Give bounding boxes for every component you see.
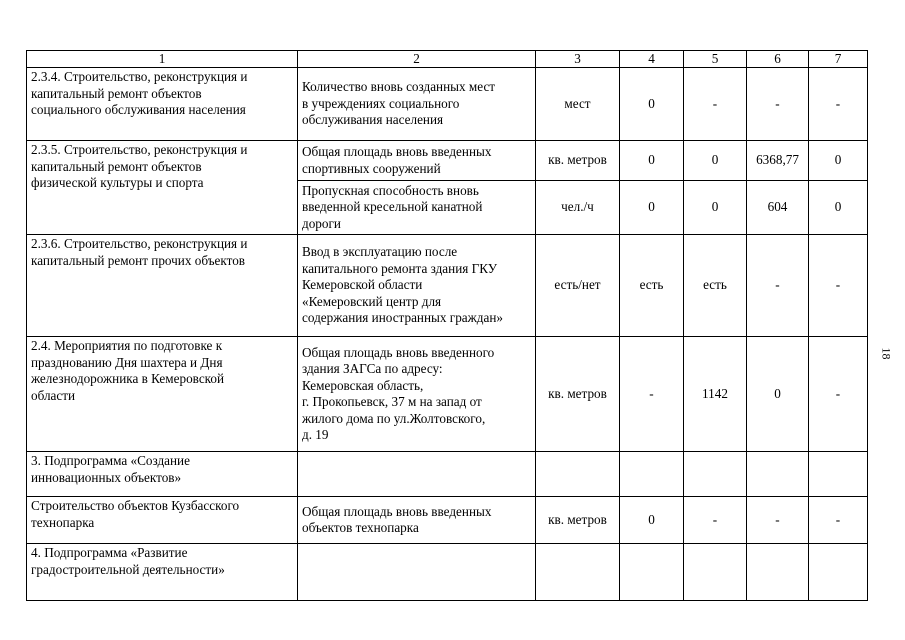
value-cell [747,544,809,601]
table-row [27,68,868,141]
unit-cell: есть/нет [536,235,620,337]
value-cell: - [747,497,809,544]
activity-cell: 4. Подпрограмма «Развитие градостроительной деятельности» [27,544,298,601]
table-row [27,452,868,497]
indicator-cell: Общая площадь вновь введенных объектов технопарка [298,497,536,544]
value-cell: 0 [620,181,684,235]
table-row [27,544,868,601]
activity-cell: 3. Подпрограмма «Создание инновационных объектов» [27,452,298,497]
value-cell: - [809,497,868,544]
value-cell: 0 [684,181,747,235]
unit-cell: кв. метров [536,141,620,181]
value-cell [684,452,747,497]
indicator-cell: Количество вновь созданных мест в учреждениях социального обслуживания населения [298,68,536,141]
value-cell [620,544,684,601]
header-cell: 4 [620,51,684,68]
value-cell: - [809,337,868,452]
value-cell: 6368,77 [747,141,809,181]
value-cell: 1142 [684,337,747,452]
activity-cell: Строительство объектов Кузбасского технопарка [27,497,298,544]
activity-cell: 2.3.5. Строительство, реконструкция и капитальный ремонт объектов физической культуры и спорта [27,141,298,235]
value-cell: - [747,68,809,141]
header-cell: 5 [684,51,747,68]
indicator-cell [298,452,536,497]
value-cell: - [747,235,809,337]
header-cell: 6 [747,51,809,68]
header-cell: 2 [298,51,536,68]
table-row [27,235,868,337]
value-cell [620,452,684,497]
value-cell: - [684,68,747,141]
indicator-cell [298,544,536,601]
activity-cell: 2.4. Мероприятия по подготовке к празднованию Дня шахтера и Дня железнодорожника в Кемеровской области [27,337,298,452]
unit-cell: кв. метров [536,497,620,544]
unit-cell: чел./ч [536,181,620,235]
unit-cell: мест [536,68,620,141]
table-row [27,141,868,181]
table-header-row [27,51,868,68]
value-cell: 0 [620,497,684,544]
table-row [27,497,868,544]
header-cell: 1 [27,51,298,68]
unit-cell [536,452,620,497]
table-row [27,337,868,452]
value-cell: - [684,497,747,544]
value-cell [809,544,868,601]
value-cell: 0 [620,141,684,181]
unit-cell [536,544,620,601]
value-cell: - [809,235,868,337]
page-number: 18 [879,347,894,360]
value-cell: 0 [809,181,868,235]
indicators-table [26,50,868,601]
indicator-cell: Общая площадь вновь введенного здания ЗАГСа по адресу: Кемеровская область, г. Прокопьевск, 37 м на запад от жилого дома по ул.Жолтовского, д. 19 [298,337,536,452]
indicator-cell: Пропускная способность вновь введенной кресельной канатной дороги [298,181,536,235]
value-cell: есть [684,235,747,337]
value-cell: 604 [747,181,809,235]
unit-cell: кв. метров [536,337,620,452]
value-cell [684,544,747,601]
value-cell: - [809,68,868,141]
activity-cell: 2.3.4. Строительство, реконструкция и капитальный ремонт объектов социального обслуживания населения [27,68,298,141]
value-cell: есть [620,235,684,337]
value-cell [747,452,809,497]
indicator-cell: Общая площадь вновь введенных спортивных сооружений [298,141,536,181]
value-cell: 0 [684,141,747,181]
value-cell: - [620,337,684,452]
activity-cell: 2.3.6. Строительство, реконструкция и капитальный ремонт прочих объектов [27,235,298,337]
header-cell: 7 [809,51,868,68]
indicator-cell: Ввод в эксплуатацию после капитального ремонта здания ГКУ Кемеровской области «Кемеровский центр для содержания иностранных граждан» [298,235,536,337]
value-cell: 0 [747,337,809,452]
header-cell: 3 [536,51,620,68]
value-cell [809,452,868,497]
value-cell: 0 [620,68,684,141]
value-cell: 0 [809,141,868,181]
